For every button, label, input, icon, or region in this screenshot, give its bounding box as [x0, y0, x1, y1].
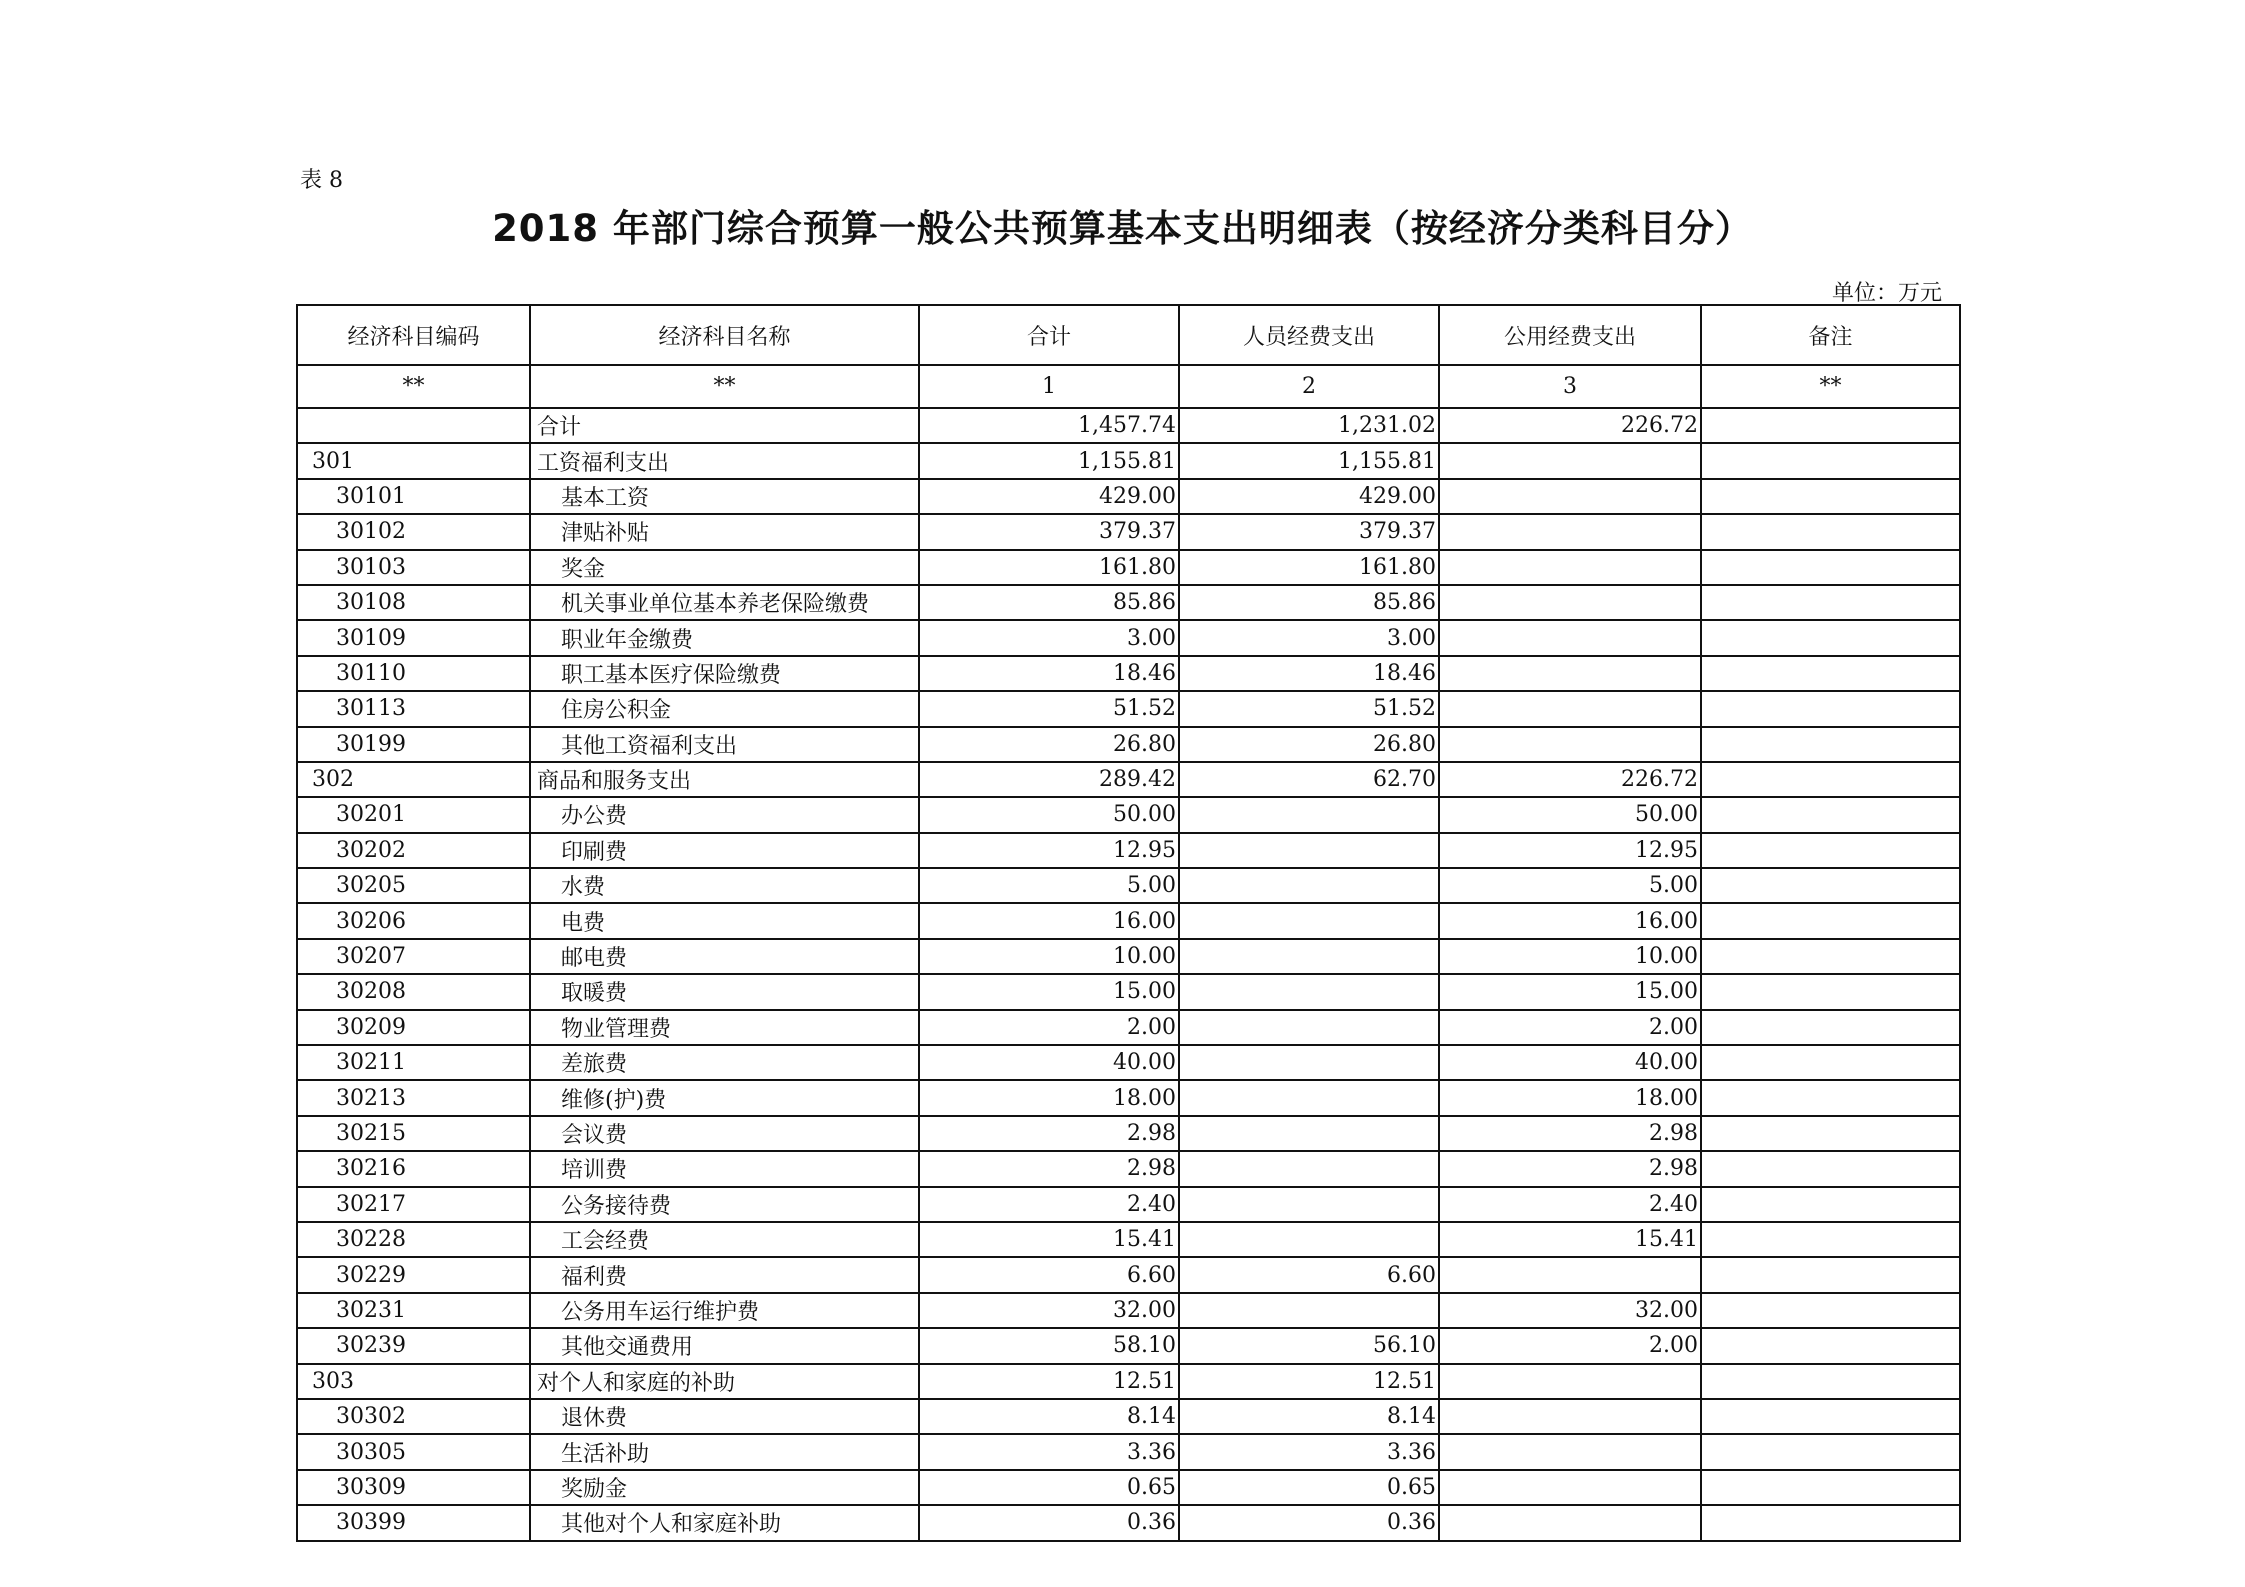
row-personnel-cell	[1179, 1187, 1439, 1222]
row-public-cell	[1439, 443, 1701, 478]
row-personnel-cell	[1179, 868, 1439, 903]
row-code-cell: 30108	[297, 585, 530, 620]
row-total-cell: 15.41	[919, 1222, 1179, 1257]
row-public-cell: 32.00	[1439, 1293, 1701, 1328]
row-public-cell	[1439, 1399, 1701, 1434]
row-code-cell: 30101	[297, 479, 530, 514]
row-note-cell	[1701, 656, 1960, 691]
row-total-cell: 289.42	[919, 762, 1179, 797]
table-row	[297, 1293, 1960, 1328]
row-note-cell	[1701, 550, 1960, 585]
row-code-cell: 30305	[297, 1434, 530, 1469]
column-header-personnel: 人员经费支出	[1179, 305, 1439, 365]
row-total-cell: 26.80	[919, 727, 1179, 762]
row-note-cell	[1701, 868, 1960, 903]
table-row	[297, 1080, 1960, 1115]
table-row	[297, 833, 1960, 868]
column-header-note: 备注	[1701, 305, 1960, 365]
table-row	[297, 585, 1960, 620]
row-note-cell	[1701, 1434, 1960, 1469]
row-name-cell: 对个人和家庭的补助	[530, 1364, 919, 1399]
row-total-cell: 18.46	[919, 656, 1179, 691]
row-personnel-cell	[1179, 903, 1439, 938]
index-cell: 3	[1439, 365, 1701, 408]
table-row	[297, 797, 1960, 832]
row-personnel-cell: 51.52	[1179, 691, 1439, 726]
row-personnel-cell: 429.00	[1179, 479, 1439, 514]
row-total-cell: 10.00	[919, 939, 1179, 974]
row-personnel-cell: 8.14	[1179, 1399, 1439, 1434]
row-public-cell	[1439, 1470, 1701, 1505]
row-code-cell: 30213	[297, 1080, 530, 1115]
row-personnel-cell	[1179, 1045, 1439, 1080]
row-public-cell: 10.00	[1439, 939, 1701, 974]
table-row	[297, 656, 1960, 691]
row-name-cell: 邮电费	[530, 939, 919, 974]
row-public-cell	[1439, 656, 1701, 691]
row-personnel-cell: 62.70	[1179, 762, 1439, 797]
row-name-cell: 其他对个人和家庭补助	[530, 1505, 919, 1540]
row-public-cell: 5.00	[1439, 868, 1701, 903]
budget-table	[296, 304, 1961, 1542]
row-name-cell: 工会经费	[530, 1222, 919, 1257]
row-note-cell	[1701, 1257, 1960, 1292]
row-name-cell: 办公费	[530, 797, 919, 832]
row-public-cell: 226.72	[1439, 762, 1701, 797]
table-row	[297, 550, 1960, 585]
row-total-cell: 58.10	[919, 1328, 1179, 1363]
row-code-cell: 30205	[297, 868, 530, 903]
row-code-cell: 30206	[297, 903, 530, 938]
row-code-cell: 30199	[297, 727, 530, 762]
table-row	[297, 868, 1960, 903]
row-personnel-cell	[1179, 1293, 1439, 1328]
row-personnel-cell	[1179, 833, 1439, 868]
index-cell: **	[1701, 365, 1960, 408]
row-name-cell: 合计	[530, 408, 919, 443]
row-code-cell: 30208	[297, 974, 530, 1009]
row-code-cell: 301	[297, 443, 530, 478]
row-public-cell: 226.72	[1439, 408, 1701, 443]
row-total-cell: 3.36	[919, 1434, 1179, 1469]
table-number: 表 8	[300, 168, 343, 193]
row-code-cell: 30216	[297, 1151, 530, 1186]
row-note-cell	[1701, 903, 1960, 938]
row-total-cell: 5.00	[919, 868, 1179, 903]
row-name-cell: 其他工资福利支出	[530, 727, 919, 762]
row-public-cell: 2.40	[1439, 1187, 1701, 1222]
row-name-cell: 奖励金	[530, 1470, 919, 1505]
row-personnel-cell	[1179, 1116, 1439, 1151]
row-total-cell: 429.00	[919, 479, 1179, 514]
table-row	[297, 1187, 1960, 1222]
row-name-cell: 津贴补贴	[530, 514, 919, 549]
row-public-cell: 2.00	[1439, 1328, 1701, 1363]
row-personnel-cell	[1179, 1010, 1439, 1045]
row-public-cell	[1439, 479, 1701, 514]
row-personnel-cell: 3.00	[1179, 620, 1439, 655]
row-total-cell: 2.98	[919, 1116, 1179, 1151]
row-personnel-cell: 161.80	[1179, 550, 1439, 585]
row-note-cell	[1701, 443, 1960, 478]
row-code-cell: 30207	[297, 939, 530, 974]
row-name-cell: 其他交通费用	[530, 1328, 919, 1363]
row-total-cell: 1,155.81	[919, 443, 1179, 478]
row-personnel-cell: 0.36	[1179, 1505, 1439, 1540]
row-name-cell: 机关事业单位基本养老保险缴费	[530, 585, 919, 620]
row-public-cell: 12.95	[1439, 833, 1701, 868]
row-note-cell	[1701, 1010, 1960, 1045]
row-note-cell	[1701, 939, 1960, 974]
row-code-cell: 30202	[297, 833, 530, 868]
row-public-cell: 15.00	[1439, 974, 1701, 1009]
row-name-cell: 公务接待费	[530, 1187, 919, 1222]
table-row	[297, 408, 1960, 443]
table-row	[297, 1434, 1960, 1469]
row-total-cell: 161.80	[919, 550, 1179, 585]
row-personnel-cell	[1179, 797, 1439, 832]
column-header-name: 经济科目名称	[530, 305, 919, 365]
row-total-cell: 0.65	[919, 1470, 1179, 1505]
table-row	[297, 903, 1960, 938]
row-total-cell: 2.98	[919, 1151, 1179, 1186]
row-note-cell	[1701, 1116, 1960, 1151]
row-note-cell	[1701, 974, 1960, 1009]
row-code-cell: 30209	[297, 1010, 530, 1045]
row-total-cell: 0.36	[919, 1505, 1179, 1540]
row-total-cell: 50.00	[919, 797, 1179, 832]
row-code-cell: 30110	[297, 656, 530, 691]
row-personnel-cell: 1,155.81	[1179, 443, 1439, 478]
row-name-cell: 公务用车运行维护费	[530, 1293, 919, 1328]
row-code-cell: 30201	[297, 797, 530, 832]
table-row	[297, 1045, 1960, 1080]
row-note-cell	[1701, 1399, 1960, 1434]
row-name-cell: 职业年金缴费	[530, 620, 919, 655]
table-row	[297, 1116, 1960, 1151]
unit-label: 单位：万元	[1832, 281, 1943, 306]
row-total-cell: 18.00	[919, 1080, 1179, 1115]
row-note-cell	[1701, 514, 1960, 549]
row-name-cell: 电费	[530, 903, 919, 938]
row-total-cell: 2.40	[919, 1187, 1179, 1222]
row-public-cell	[1439, 1505, 1701, 1540]
index-cell: **	[530, 365, 919, 408]
row-personnel-cell: 18.46	[1179, 656, 1439, 691]
row-name-cell: 福利费	[530, 1257, 919, 1292]
row-note-cell	[1701, 1187, 1960, 1222]
row-note-cell	[1701, 1080, 1960, 1115]
index-cell: **	[297, 365, 530, 408]
row-total-cell: 2.00	[919, 1010, 1179, 1045]
row-personnel-cell: 26.80	[1179, 727, 1439, 762]
table-row	[297, 514, 1960, 549]
row-personnel-cell: 379.37	[1179, 514, 1439, 549]
row-note-cell	[1701, 408, 1960, 443]
row-code-cell: 30217	[297, 1187, 530, 1222]
row-note-cell	[1701, 797, 1960, 832]
row-total-cell: 8.14	[919, 1399, 1179, 1434]
row-name-cell: 住房公积金	[530, 691, 919, 726]
row-total-cell: 12.95	[919, 833, 1179, 868]
row-name-cell: 水费	[530, 868, 919, 903]
row-code-cell: 30113	[297, 691, 530, 726]
row-public-cell	[1439, 1434, 1701, 1469]
column-header-total: 合计	[919, 305, 1179, 365]
row-personnel-cell: 1,231.02	[1179, 408, 1439, 443]
row-code-cell: 30302	[297, 1399, 530, 1434]
row-public-cell: 16.00	[1439, 903, 1701, 938]
row-public-cell	[1439, 620, 1701, 655]
row-note-cell	[1701, 1470, 1960, 1505]
table-row	[297, 727, 1960, 762]
row-public-cell: 15.41	[1439, 1222, 1701, 1257]
row-personnel-cell: 12.51	[1179, 1364, 1439, 1399]
row-code-cell: 303	[297, 1364, 530, 1399]
row-personnel-cell: 85.86	[1179, 585, 1439, 620]
row-personnel-cell	[1179, 1151, 1439, 1186]
row-public-cell: 2.98	[1439, 1116, 1701, 1151]
row-name-cell: 基本工资	[530, 479, 919, 514]
row-code-cell: 30239	[297, 1328, 530, 1363]
row-name-cell: 物业管理费	[530, 1010, 919, 1045]
row-personnel-cell: 3.36	[1179, 1434, 1439, 1469]
row-public-cell: 2.00	[1439, 1010, 1701, 1045]
row-note-cell	[1701, 1293, 1960, 1328]
row-note-cell	[1701, 585, 1960, 620]
row-code-cell: 30211	[297, 1045, 530, 1080]
row-name-cell: 生活补助	[530, 1434, 919, 1469]
table-row	[297, 1399, 1960, 1434]
row-name-cell: 取暖费	[530, 974, 919, 1009]
row-note-cell	[1701, 620, 1960, 655]
row-public-cell	[1439, 727, 1701, 762]
table-row	[297, 974, 1960, 1009]
row-public-cell	[1439, 550, 1701, 585]
row-total-cell: 85.86	[919, 585, 1179, 620]
row-code-cell: 30102	[297, 514, 530, 549]
row-total-cell: 3.00	[919, 620, 1179, 655]
row-code-cell: 30109	[297, 620, 530, 655]
row-note-cell	[1701, 1222, 1960, 1257]
row-note-cell	[1701, 727, 1960, 762]
row-total-cell: 6.60	[919, 1257, 1179, 1292]
row-personnel-cell	[1179, 939, 1439, 974]
page-title: 2018 年部门综合预算一般公共预算基本支出明细表（按经济分类科目分）	[492, 207, 1753, 250]
row-total-cell: 32.00	[919, 1293, 1179, 1328]
table-row	[297, 479, 1960, 514]
table-row	[297, 620, 1960, 655]
row-code-cell: 30229	[297, 1257, 530, 1292]
row-note-cell	[1701, 691, 1960, 726]
row-code-cell: 30399	[297, 1505, 530, 1540]
row-personnel-cell	[1179, 1080, 1439, 1115]
row-personnel-cell: 0.65	[1179, 1470, 1439, 1505]
row-public-cell	[1439, 691, 1701, 726]
header-row	[297, 305, 1960, 365]
row-public-cell	[1439, 585, 1701, 620]
row-name-cell: 退休费	[530, 1399, 919, 1434]
row-note-cell	[1701, 1045, 1960, 1080]
table-row	[297, 691, 1960, 726]
row-total-cell: 15.00	[919, 974, 1179, 1009]
row-name-cell: 会议费	[530, 1116, 919, 1151]
row-note-cell	[1701, 833, 1960, 868]
row-public-cell: 18.00	[1439, 1080, 1701, 1115]
table-row	[297, 1222, 1960, 1257]
row-public-cell: 2.98	[1439, 1151, 1701, 1186]
row-name-cell: 印刷费	[530, 833, 919, 868]
row-name-cell: 工资福利支出	[530, 443, 919, 478]
table-row	[297, 1257, 1960, 1292]
row-total-cell: 379.37	[919, 514, 1179, 549]
row-name-cell: 职工基本医疗保险缴费	[530, 656, 919, 691]
row-total-cell: 12.51	[919, 1364, 1179, 1399]
index-cell: 1	[919, 365, 1179, 408]
row-code-cell: 30215	[297, 1116, 530, 1151]
table-row	[297, 1364, 1960, 1399]
row-public-cell	[1439, 514, 1701, 549]
row-code-cell: 30228	[297, 1222, 530, 1257]
row-note-cell	[1701, 1505, 1960, 1540]
table-row	[297, 762, 1960, 797]
row-name-cell: 维修(护)费	[530, 1080, 919, 1115]
row-public-cell: 40.00	[1439, 1045, 1701, 1080]
row-name-cell: 差旅费	[530, 1045, 919, 1080]
column-header-code: 经济科目编码	[297, 305, 530, 365]
table-row	[297, 1470, 1960, 1505]
row-note-cell	[1701, 1328, 1960, 1363]
row-note-cell	[1701, 479, 1960, 514]
row-personnel-cell	[1179, 1222, 1439, 1257]
column-header-public: 公用经费支出	[1439, 305, 1701, 365]
row-total-cell: 40.00	[919, 1045, 1179, 1080]
row-total-cell: 51.52	[919, 691, 1179, 726]
row-personnel-cell: 6.60	[1179, 1257, 1439, 1292]
row-code-cell	[297, 408, 530, 443]
index-row	[297, 365, 1960, 408]
row-public-cell: 50.00	[1439, 797, 1701, 832]
row-public-cell	[1439, 1257, 1701, 1292]
row-total-cell: 16.00	[919, 903, 1179, 938]
row-name-cell: 商品和服务支出	[530, 762, 919, 797]
row-code-cell: 30309	[297, 1470, 530, 1505]
row-name-cell: 奖金	[530, 550, 919, 585]
row-code-cell: 30103	[297, 550, 530, 585]
row-note-cell	[1701, 762, 1960, 797]
table-row	[297, 1010, 1960, 1045]
row-note-cell	[1701, 1151, 1960, 1186]
table-row	[297, 1328, 1960, 1363]
row-code-cell: 302	[297, 762, 530, 797]
row-code-cell: 30231	[297, 1293, 530, 1328]
table-row	[297, 1151, 1960, 1186]
row-personnel-cell: 56.10	[1179, 1328, 1439, 1363]
row-personnel-cell	[1179, 974, 1439, 1009]
table-row	[297, 939, 1960, 974]
row-total-cell: 1,457.74	[919, 408, 1179, 443]
index-cell: 2	[1179, 365, 1439, 408]
table-row	[297, 443, 1960, 478]
row-note-cell	[1701, 1364, 1960, 1399]
row-public-cell	[1439, 1364, 1701, 1399]
row-name-cell: 培训费	[530, 1151, 919, 1186]
table-row	[297, 1505, 1960, 1540]
